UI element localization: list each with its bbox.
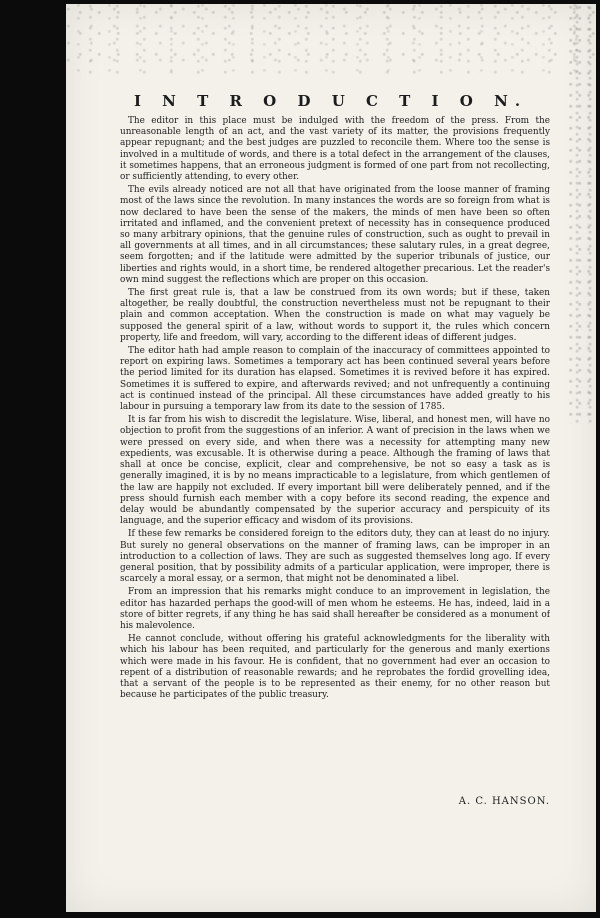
body-text	[120, 116, 550, 796]
paragraph: He cannot conclude, without offering his grateful acknowledgments for the liberality with which his labour has been requited, and particularly for the generous and manly exertions which were made in his favour. He is confident, that no government had ever an occasion to repent of a distribution of reasonable rewards; and he reprobates the fordid grovelling idea, that a servant of the people is to be represented as their enemy, for no other reason but because he participates of the public treasury.	[120, 634, 550, 701]
paragraph: If these few remarks be considered foreign to the editors duty, they can at least do no injury. But surely no general observations on the manner of framing laws, can be improper in an introduction to a collection of laws. They are such as suggested themselves long ago. If every general position, that by possibility admits of a particular application, were improper, there is scarcely a moral essay, or a sermon, that might not be denominated a libel.	[120, 529, 550, 585]
paragraph: The editor in this place must be indulged with the freedom of the press. From the unreasonable length of an act, and the vast variety of its matter, the provisions frequently appear repugnant; and the best judges are puzzled to reconcile them. Where too the sense is involved in a multitude of words, and there is a total defect in the arrangement of the clauses, it sometimes happens, that an erroneous judgment is formed of one part from not recollecting, or sufficiently attending, to every other.	[120, 116, 550, 183]
paragraph: The editor hath had ample reason to complain of the inaccuracy of committees appointed to report on expiring laws. Sometimes a temporary act has been continued several years before the period limited for its duration has elapsed. Sometimes it is revived before it has expired. Sometimes it is suffered to expire, and afterwards revived; and not unfrequently a continuing act is continued instead of the principal. All these circumstances have added greatly to his labour in pursuing a temporary law from its date to the session of 1785.	[120, 346, 550, 413]
page-title: I N T R O D U C T I O N.	[133, 92, 529, 110]
page-speckle-top	[66, 4, 596, 74]
page-speckle-edge	[568, 4, 596, 424]
paragraph: The evils already noticed are not all that have originated from the loose manner of framing most of the laws since the revolution. In many instances the words are so foreign from what is now declared to have been the sense of the makers, the minds of men have been so often irritated and inflamed, and the convenient pretext of necessity has in consequence produced so many arbitrary opinions, that the genuine rules of construction, such as ought to prevail in all governments at all times, and in all circumstances; these salutary rules, in a great degree, seem forgotten; and if the latitude were admitted by the superior tribunals of justice, our liberties and rights would, in a short time, be rendered altogether precarious. Let the reader's own mind suggest the reflections which are proper on this occasion.	[120, 185, 550, 285]
paragraph: It is far from his wish to discredit the legislature. Wise, liberal, and honest men, will have no objection to profit from the suggestions of an inferior. A want of precision in the laws when we were pressed on every side, and when there was a necessity for attempting many new expedients, was excusable. It is otherwise during a peace. Although the framing of laws that shall at once be concise, explicit, clear and comprehensive, be not so easy a task as is generally imagined, it is by no means impracticable to a legislature, from which gentlemen of the law are happily not excluded. If every important bill were deliberately penned, and if the press should furnish each member with a copy before its second reading, the expence and delay would be abundantly compensated by the superior accuracy and perspicuity of its language, and the superior efficacy and wisdom of its provisions.	[120, 415, 550, 527]
signature: A. C. HANSON.	[458, 796, 550, 807]
paragraph: The first great rule is, that a law be construed from its own words; but if these, taken altogether, be really doubtful, the construction nevertheless must not be repugnant to their plain and common acceptation. When the construction is made on what may vaguely be supposed the general spirit of a law, without words to support it, the rules which concern property, life and freedom, will vary, according to the different ideas of different judges.	[120, 288, 550, 343]
paragraph: From an impression that his remarks might conduce to an improvement in legislation, the editor has hazarded perhaps the good-will of men whom he esteems. He has, indeed, laid in a store of bitter regrets, if any thing he has said shall hereafter be considered as a monument of his malevolence.	[120, 587, 550, 631]
